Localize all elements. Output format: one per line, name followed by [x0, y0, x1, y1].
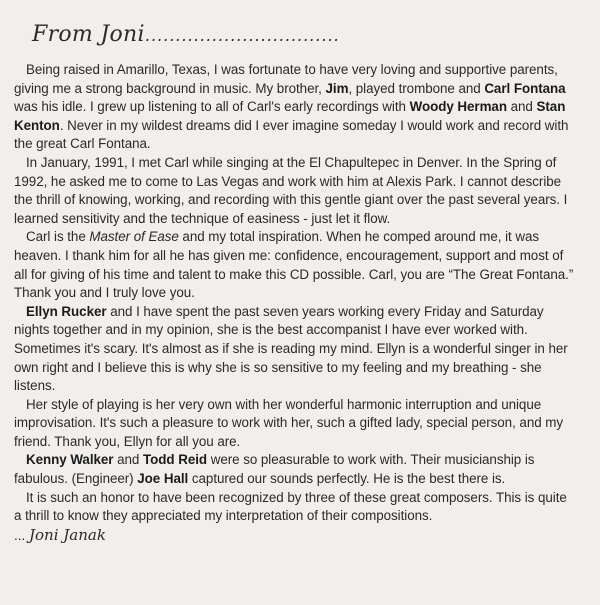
text-run: and my total inspiration. When he comped around me, it was heaven. I thank him for all he has given me: confidence, encouragement, support and most of all for giving of his time and talent to make this CD possible. Carl, you are “The Great Fontana.” Thank you and I truly love you.: [14, 229, 574, 301]
name-highlight: Joe Hall: [137, 471, 189, 487]
signature-prefix: ...: [14, 527, 30, 543]
text-run: Her style of playing is her very own with her wonderful harmonic interruption and unique improvisation. It's such a pleasure to work with her, such a gifted lady, special person, and my friend. Thank you, Ellyn for all you are.: [14, 396, 564, 449]
title-text: From Joni: [32, 22, 145, 47]
title-leader-dots: ................................: [144, 26, 340, 45]
text-run: . Never in my wildest dreams did I ever imagine someday I would work and record with the great Carl Fontana.: [14, 117, 569, 152]
letter-body: [14, 61, 574, 526]
text-run: and I have spent the past seven years working every Friday and Saturday nights together and in my opinion, she is the best accompanist I have ever worked with. Sometimes it's scary. It's almost as if she is reading my mind. Ellyn is a wonderful singer in her own right and I believe this is why she is so sensitive to my feeling and my breathing - she listens.: [14, 303, 568, 394]
name-highlight: Woody Herman: [409, 99, 507, 115]
text-run: and: [506, 99, 537, 115]
text-run: captured our sounds perfectly. He is the best there is.: [188, 471, 506, 487]
paragraph: [14, 303, 574, 396]
text-run: were so pleasurable to work with. Their musicianship is fabulous. (Engineer): [14, 452, 535, 487]
signature-name: Joni Janak: [29, 525, 106, 544]
text-run: , played trombone and: [348, 80, 485, 96]
paragraph: [14, 61, 574, 154]
text-run: Carl is the: [26, 229, 90, 245]
name-highlight: Todd Reid: [143, 452, 208, 468]
page-title: [32, 22, 574, 47]
signature: [14, 526, 574, 544]
text-run: In January, 1991, I met Carl while singing at the El Chapultepec in Denver. In the Spring of 1992, he asked me to come to Las Vegas and work with him at Alexis Park. I cannot describe the thrill of knowing, working, and recording with this gentle giant over the past several years. I learned sensitivity and the technique of easiness - just let it flow.: [14, 154, 568, 226]
text-run: It is such an honor to have been recognized by three of these great composers. This is quite a thrill to know they appreciated my interpretation of their compositions.: [14, 489, 567, 524]
text-run: and: [113, 452, 144, 468]
paragraph: [14, 396, 574, 452]
paragraph: [14, 451, 574, 488]
name-highlight: Carl Fontana: [484, 80, 566, 96]
text-run: was his idle. I grew up listening to all of Carl's early recordings with: [14, 99, 410, 115]
name-highlight: Stan Kenton: [14, 99, 566, 133]
emphasis-text: Master of Ease: [89, 229, 179, 245]
paragraph: [14, 154, 574, 228]
text-run: Being raised in Amarillo, Texas, I was fortunate to have very loving and supportive parents, giving me a strong background in music. My brother,: [14, 62, 558, 96]
name-highlight: Ellyn Rucker: [26, 303, 107, 319]
paragraph: [14, 228, 574, 302]
paragraph: [14, 489, 574, 526]
name-highlight: Jim: [325, 80, 349, 96]
name-highlight: Kenny Walker: [26, 452, 114, 468]
